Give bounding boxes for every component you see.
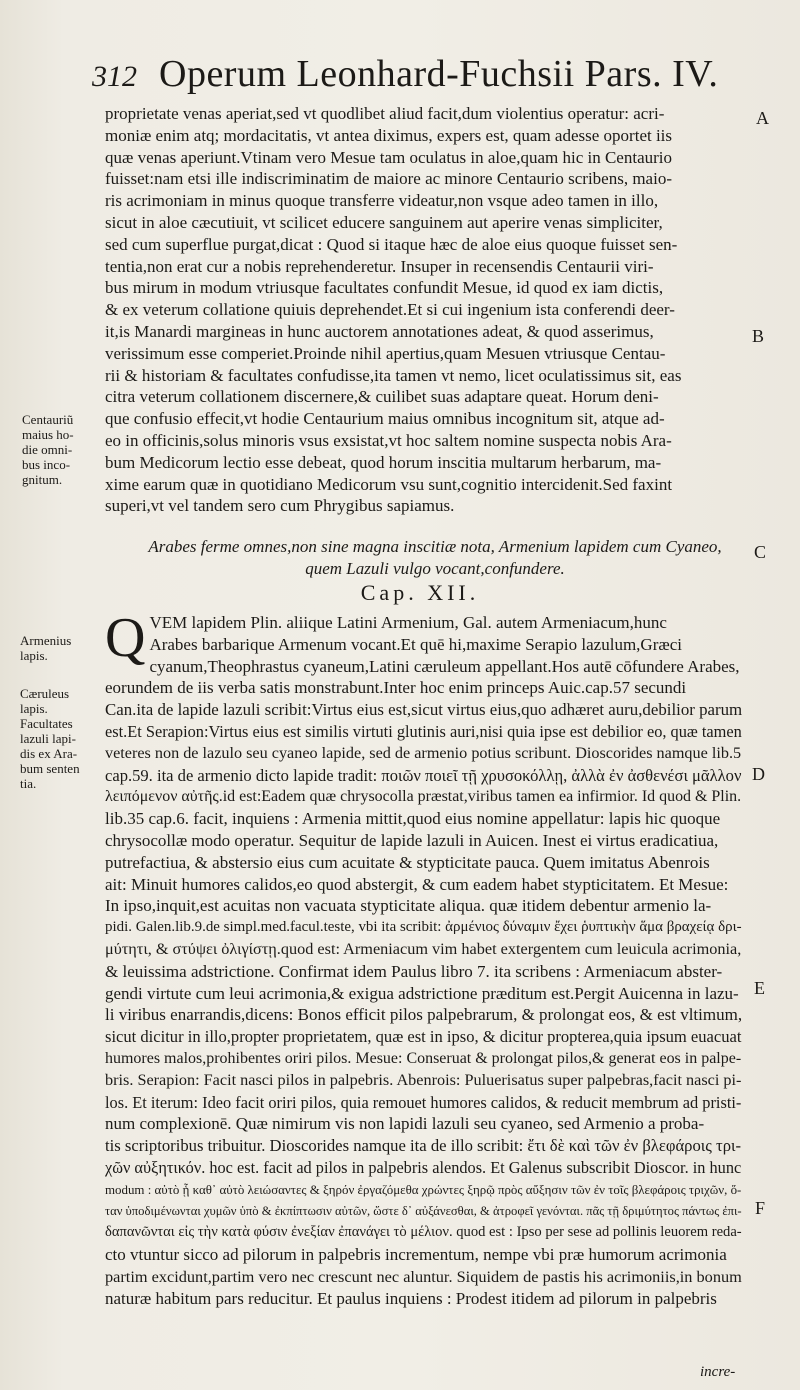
text-line: modum : αὐτὸ ᾗ καθ᾽ αὐτὸ λειώσαντες & ξηρόν ἐργαζόμεθα χρώντες ξηρῷ πρὸς αὔξησιν τῶν ἐν τοῖς βλεφάροις τριχῶν, ὅ-: [105, 1181, 742, 1197]
text-line: verissimum esse comperiet.Proinde nihil apertius,quam Mesuen vtriusque Centau-: [105, 343, 666, 363]
text-line: xime earum quæ in quotidiano Medicorum vsu sunt,cognitio intercidenit.Sed faxint: [105, 474, 673, 494]
text-line: cap.59. ita de armenio dicto lapide tradit: ποιῶν ποιεῖ τῇ χρυσοκόλλῃ, ἀλλὰ ἐν ἀσθενέσι μᾶλλον: [105, 765, 742, 785]
text-line: Arabes barbarique Armenum vocant.Et quē hi,maxime Serapio lazulum,Græci: [149, 634, 682, 654]
page-number: 312: [92, 60, 137, 93]
margin-note-line: dis ex Ara-: [20, 746, 78, 761]
text-line: pidi. Galen.lib.9.de simpl.med.facul.teste, vbi ita scribit: ἀρμένιος δύναμιν ἔχει ῥυπτικὴν ἅμα βραχείᾳ δρι-: [105, 919, 742, 936]
text-line: μύτητι, & στύψει ὀλιγίστῃ.quod est: Armeniacum vim habet extergentem cum leuicula acrimonia,: [105, 939, 742, 958]
text-line: tentia,non erat cur a nobis reprehenderetur. Insuper in recensendis Centaurii viri-: [105, 256, 654, 276]
text-line: veteres non de lazulo seu cyaneo lapide, sed de armenio potius scribunt. Dioscorides namque lib.5: [105, 743, 742, 762]
text-line: cto vtuntur sicco ad pilorum in palpebris incrementum, nempe vbi præ humorum acrimonia: [105, 1245, 727, 1265]
margin-note-line: Centauriũ: [22, 412, 74, 427]
running-title: Operum Leonhard-Fuchsii Pars. IV.: [159, 53, 719, 95]
chapter-summary: [140, 536, 730, 580]
text-line: que confusio effecit,vt hodie Centaurium maius omnibus incognitum sit, atque ad-: [105, 409, 665, 429]
text-line: tis scriptoribus tribuitur. Dioscorides namque ita de illo scribit: ἔτι δὲ καὶ τῶν ἐν βλεφάροις τρι-: [105, 1136, 742, 1156]
section-letter-d: D: [752, 764, 765, 784]
text-line: it,is Manardi margineas in hunc auctorem annotationes adeat, & quod asserimus,: [105, 321, 654, 341]
text-line: sicut dicitur in illo,propter proprietatem, quæ est in ipso, & dicitur propterea,quia ipsum euacuat: [105, 1027, 742, 1047]
drop-capital: Q: [105, 607, 146, 669]
margin-note-centaurium: [22, 412, 100, 487]
text-line: bris. Serapion: Facit nasci pilos in palpebris. Abenrois: Puluerisatus super palpebras,facit nasci pi-: [105, 1070, 742, 1089]
text-line: bum Medicorum lectio esse debeat, quod horum inscitia multarum herbarum, ma-: [105, 452, 662, 472]
text-line: partim excidunt,partim vero nec crescunt nec aluntur. Siquidem de pastis his acrimoniis,in bonum: [105, 1266, 742, 1286]
text-line: humores malos,prohibentes oriri pilos. Mesue: Conseruat & prolongat pilos,& generat eos in palpe-: [105, 1049, 742, 1067]
section-letter-c: C: [754, 542, 767, 562]
section-letter-b: B: [752, 326, 765, 346]
text-line: χῶν αὐξητικόν. hoc est. facit ad pilos in palpebris alendos. Et Galenus subscribit Dioscor. in hunc: [105, 1157, 742, 1177]
text-line: lib.35 cap.6. facit, inquiens : Armenia mittit,quod eius nomine appellatur: lapis hic quoque: [105, 809, 721, 829]
text-line: est.Et Serapion:Virtus eius est similis virtuti glutinis auri,nisi quia ipse est debilior eo, quæ tamen: [105, 721, 742, 741]
text-line: quæ venas aperiunt.Vtinam vero Mesue tam oculatus in aloe,quam hic in Centaurio: [105, 147, 672, 167]
text-line: cyanum,Theophrastus cyaneum,Latini cæruleum appellant.Hos autē cōfundere Arabes,: [149, 656, 740, 676]
text-line: proprietate venas aperiat,sed vt quodlibet aliud facit,dum violentius operatur: acri-: [105, 104, 665, 123]
margin-note-line: lapis.: [20, 701, 48, 716]
text-line: bus mirum in modum vtriusque facultates confundit Mesue, id quod ex iam dictis,: [105, 278, 664, 298]
text-line: In ipso,inquit,est acuitas non vacuata stypticitate aliqua. quæ itidem debentur armenio la-: [105, 896, 712, 916]
margin-note-line: bus inco-: [22, 457, 71, 472]
margin-note-line: lapis.: [20, 648, 48, 663]
margin-note-line: die omni-: [22, 442, 73, 457]
text-line: rii & historiam & facultates confudisse,ita tamen vt nemo, licet oculatissimus sit, eas: [105, 365, 682, 385]
page-header: [92, 52, 742, 100]
text-line: citra veterum collationem discernere,& cuilibet suas adaptare queat. Horum deni-: [105, 387, 659, 407]
text-line: fuisset:nam etsi ille indiscriminatim de maiore ac minore Centaurio scribens, maio-: [105, 169, 672, 189]
paragraph-2-lines: [105, 607, 745, 1310]
margin-note-line: Facultates: [20, 716, 73, 731]
text-line: ait: Minuit humores calidos,eo quod abstergit, & cum eadem habet stypticitatem. Et Mesue:: [105, 874, 729, 894]
summary-line: Arabes ferme omnes,non sine magna inscitiæ nota, Armenium lapidem cum Cyaneo,: [148, 537, 722, 556]
margin-note-line: lazuli lapi-: [20, 731, 76, 746]
text-line: naturæ habitum pars reducitur. Et paulus inquiens : Prodest itidem ad pilorum in palpebris: [105, 1288, 717, 1308]
catchword: incre-: [700, 1364, 736, 1380]
section-letter-a: A: [756, 108, 769, 128]
margin-note-armenius: [20, 633, 98, 663]
margin-note-line: Cæruleus: [20, 686, 70, 701]
text-line: num complexionē. Quæ nimirum vis non lapidi lazuli seu cyaneo, sed Armenio a proba-: [105, 1114, 705, 1134]
text-line: Can.ita de lapide lazuli scribit:Virtus eius est,sicut virtus eius,quo adhæret auru,debilior parum: [105, 700, 743, 720]
chapter-heading: Cap. XII.: [360, 580, 480, 605]
text-line: moniæ enim atq; mordacitatis, vt antea diximus, expers est, quam adesse oportet iis: [105, 125, 673, 145]
margin-note-caeruleus: [20, 686, 98, 791]
paragraph-2: [105, 607, 745, 1310]
margin-note-line: Armenius: [20, 633, 72, 648]
text-line: eorundem de iis verba satis monstrabunt.Inter hoc enim princeps Auic.cap.57 secundi: [105, 678, 687, 698]
text-line: putrefactiua, & abstersio eius cum acuitate & stypticitate pauca. Quem imitatus Abenrois: [105, 852, 710, 872]
text-line: & leuissima adstrictione. Confirmat idem Paulus libro 7. ita scribens : Armeniacum abster-: [105, 961, 723, 981]
text-line: δαπανῶνται εἰς τὴν κατὰ φύσιν ἐνεξίαν ἐπανάγει τὸ μέλιον. quod est : Ipso per sese ad pollinis leuorem reda-: [105, 1224, 742, 1241]
text-line: gendi virtute cum leui acrimonia,& exigua adstrictione præditum est.Pergit Auicenna in lazu-: [105, 983, 739, 1003]
margin-note-line: gnitum.: [22, 472, 63, 487]
text-line: ταν ὑποδιμένωνται χυμῶν ὑπὸ & ἐκπίπτωσιν αὐτῶν, ὥστε δ᾽ αὐξάνεσθαι, & ἀτροφεῖ γενόνται. πᾶς τῇ δριμύτητος πάντως ἐπι-: [105, 1203, 742, 1218]
summary-line: quem Lazuli vulgo vocant,confundere.: [305, 558, 565, 578]
margin-note-line: bum senten: [20, 761, 80, 776]
text-line: chrysocollæ modo operatur. Sequitur de lapide lazuli in Auicen. Inest ei virtus eradicatiua,: [105, 830, 719, 850]
text-line: sed cum superflue purgat,dicat : Quod si itaque hæc de aloe eius quoque fuisset sen-: [105, 234, 678, 254]
paragraph-1: [105, 103, 745, 517]
text-line: ris acrimoniam in minus quoque transferre videatur,non vsque adeo tamen in illo,: [105, 191, 659, 211]
margin-note-line: tia.: [20, 776, 37, 791]
text-line: sicut in aloe cæcutiuit, vt scilicet educere sanguinem aut aperire venas simpliciter,: [105, 212, 663, 232]
section-letter-e: E: [754, 978, 765, 998]
text-line: VEM lapidem Plin. aliique Latini Armenium, Gal. autem Armeniacum,hunc: [149, 613, 667, 632]
text-line: superi,vt vel tandem sero cum Phrygibus sapiamus.: [105, 496, 455, 516]
section-letter-f: F: [755, 1198, 766, 1218]
text-line: eo in officinis,solus minoris vsus exsistat,vt hoc saltem nomine suspecta nobis Ara-: [105, 430, 672, 450]
text-line: & ex veterum collatione quiuis deprehendet.Et si cui ingenium ista conferendi deer-: [105, 300, 675, 320]
text-line: li viribus enarrandis,dicens: Bonos efficit pilos palpebrarum, & prolongat eos, & est vltimum,: [105, 1005, 743, 1025]
margin-note-line: maius ho-: [22, 427, 74, 442]
text-line: λειπόμενον αὐτῆς.id est:Eadem quæ chrysocolla præstat,viribus tamen ea infirmior. Id quod & Plin.: [105, 788, 742, 806]
text-line: los. Et iterum: Ideo facit oriri pilos, quia remouet humores calidos, & reducit membrum ad pristi-: [105, 1092, 742, 1112]
